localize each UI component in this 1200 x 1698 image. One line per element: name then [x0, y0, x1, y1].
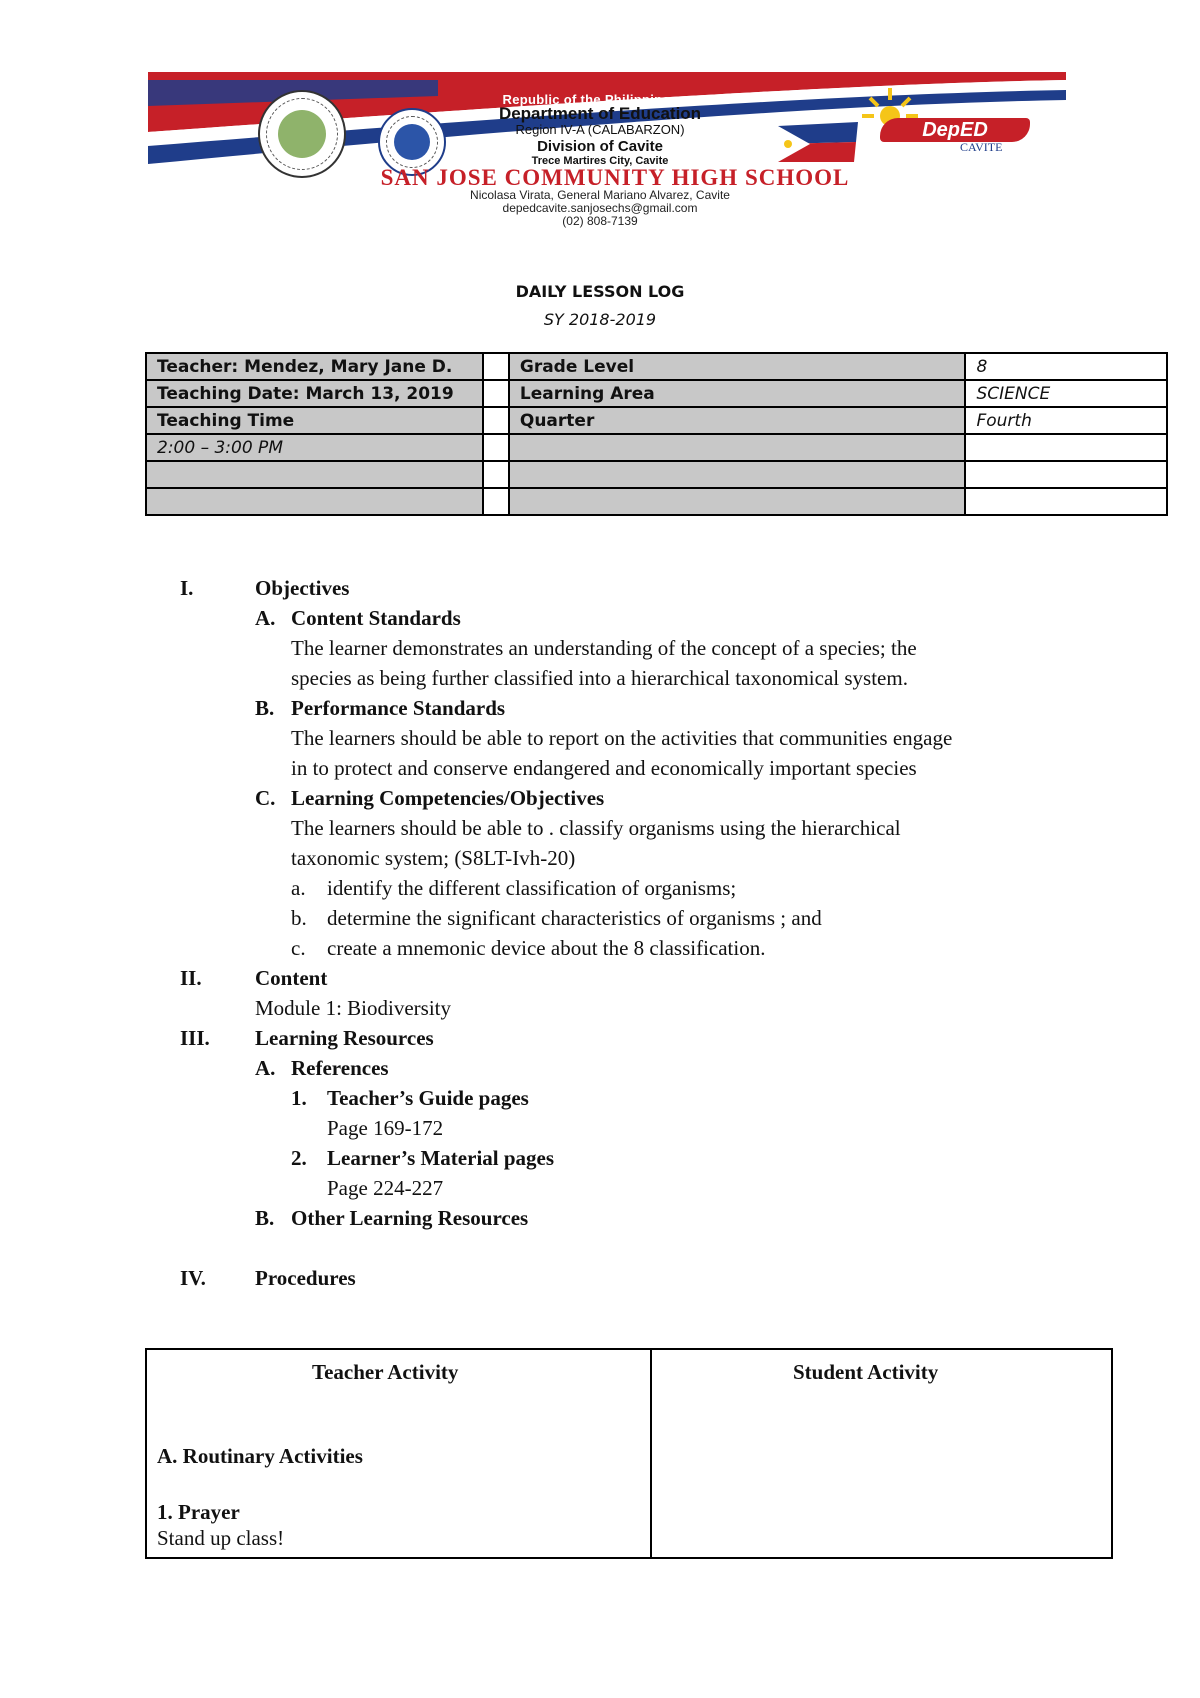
- objective-item: determine the significant characteristics of organisms ; and: [327, 906, 822, 930]
- teacher-activity-header: Teacher Activity: [312, 1360, 459, 1384]
- blank-cell: [483, 461, 509, 488]
- prayer-text: Stand up class!: [157, 1526, 285, 1550]
- page-title: DAILY LESSON LOG: [515, 282, 685, 301]
- content-text: Module 1: Biodiversity: [255, 996, 451, 1020]
- blank-cell: [483, 380, 509, 407]
- blank-cell: [509, 461, 966, 488]
- blank-cell: [509, 434, 966, 461]
- student-activity-header: Student Activity: [793, 1360, 939, 1384]
- blank-cell: [965, 461, 1167, 488]
- blank-cell: [965, 488, 1167, 515]
- deped-logo: [880, 118, 1030, 154]
- objective-item: create a mnemonic device about the 8 classification.: [327, 936, 766, 960]
- performance-standards-letter: B.: [255, 696, 275, 720]
- procedures-heading: Procedures: [255, 1266, 356, 1290]
- content-standards-letter: A.: [255, 606, 276, 630]
- teaching-time-value: 2:00 – 3:00 PM: [146, 434, 483, 461]
- table-row: [146, 353, 1167, 380]
- region-text: Region IV-A (CALABARZON): [515, 122, 685, 137]
- table-row: [146, 407, 1167, 434]
- performance-standards-heading: Performance Standards: [291, 696, 506, 720]
- learning-area-value: SCIENCE: [965, 380, 1167, 407]
- teachers-guide-heading: Teacher’s Guide pages: [327, 1086, 529, 1110]
- content-standards-heading: Content Standards: [291, 606, 461, 630]
- column-divider: [650, 1350, 652, 1557]
- table-row: [146, 380, 1167, 407]
- learners-material-pages: Page 224-227: [327, 1176, 444, 1200]
- quarter-label: Quarter: [509, 407, 966, 434]
- school-year: SY 2018-2019: [543, 310, 657, 329]
- blank-cell: [483, 488, 509, 515]
- blank-cell: [509, 488, 966, 515]
- learning-area-label: Learning Area: [509, 380, 966, 407]
- teachers-guide-pages: Page 169-172: [327, 1116, 444, 1140]
- deped-logo-sub: CAVITE: [960, 140, 1003, 154]
- objectives-heading: Objectives: [255, 576, 350, 600]
- school-phone: (02) 808-7139: [562, 214, 638, 228]
- other-resources-heading: Other Learning Resources: [291, 1206, 529, 1230]
- other-resources-letter: B.: [255, 1206, 275, 1230]
- deped-logo-word: DepED: [880, 118, 1030, 142]
- grade-level-value: 8: [965, 353, 1167, 380]
- performance-standards-text-1: The learners should be able to report on the activities that communities engage: [291, 726, 953, 750]
- resources-heading: Learning Resources: [255, 1026, 434, 1050]
- resources-number: III.: [180, 1026, 210, 1050]
- objective-item: identify the different classification of organisms;: [327, 876, 737, 900]
- competencies-text-1: The learners should be able to . classify organisms using the hierarchical: [291, 816, 901, 840]
- table-row: [146, 434, 1167, 461]
- table-row: [146, 488, 1167, 515]
- city-text: Trece Martires City, Cavite: [531, 155, 669, 167]
- blank-cell: [483, 353, 509, 380]
- blank-cell: [146, 488, 483, 515]
- objective-item-marker: b.: [291, 906, 307, 930]
- competencies-letter: C.: [255, 786, 276, 810]
- references-letter: A.: [255, 1056, 276, 1080]
- objectives-number: I.: [180, 576, 194, 600]
- philippine-flag-icon: [770, 120, 860, 164]
- quarter-value: Fourth: [965, 407, 1167, 434]
- routinary-activities-heading: A. Routinary Activities: [157, 1444, 363, 1468]
- competencies-heading: Learning Competencies/Objectives: [291, 786, 605, 810]
- division-text: Division of Cavite: [537, 138, 663, 155]
- learners-material-number: 2.: [291, 1146, 307, 1170]
- teacher-cell: Teacher: Mendez, Mary Jane D.: [146, 353, 483, 380]
- school-email: depedcavite.sanjosechs@gmail.com: [502, 201, 698, 215]
- grade-level-label: Grade Level: [509, 353, 966, 380]
- teaching-time-label: Teaching Time: [146, 407, 483, 434]
- blank-cell: [146, 461, 483, 488]
- procedures-table: [145, 1348, 1113, 1559]
- school-name: SAN JOSE COMMUNITY HIGH SCHOOL: [380, 165, 850, 190]
- table-row: [146, 461, 1167, 488]
- blank-cell: [483, 407, 509, 434]
- blank-cell: [965, 434, 1167, 461]
- content-standards-text-2: species as being further classified into a hierarchical taxonomical system.: [291, 666, 908, 690]
- content-heading: Content: [255, 966, 328, 990]
- objective-item-marker: a.: [291, 876, 306, 900]
- procedures-number: IV.: [180, 1266, 206, 1290]
- performance-standards-text-2: in to protect and conserve endangered and economically important species: [291, 756, 917, 780]
- teachers-guide-number: 1.: [291, 1086, 307, 1110]
- competencies-text-2: taxonomic system; (S8LT-Ivh-20): [291, 846, 576, 870]
- references-heading: References: [291, 1056, 389, 1080]
- objective-item-marker: c.: [291, 936, 306, 960]
- republic-text: Republic of the Philippines: [502, 92, 678, 107]
- learners-material-heading: Learner’s Material pages: [327, 1146, 555, 1170]
- department-text: Department of Education: [498, 104, 702, 123]
- teaching-date-cell: Teaching Date: March 13, 2019: [146, 380, 483, 407]
- blank-cell: [483, 434, 509, 461]
- content-number: II.: [180, 966, 202, 990]
- content-standards-text-1: The learner demonstrates an understanding of the concept of a species; the: [291, 636, 917, 660]
- school-address: Nicolasa Virata, General Mariano Alvarez, Cavite: [470, 188, 730, 202]
- prayer-heading: 1. Prayer: [157, 1500, 240, 1524]
- lesson-info-table: [145, 352, 1168, 516]
